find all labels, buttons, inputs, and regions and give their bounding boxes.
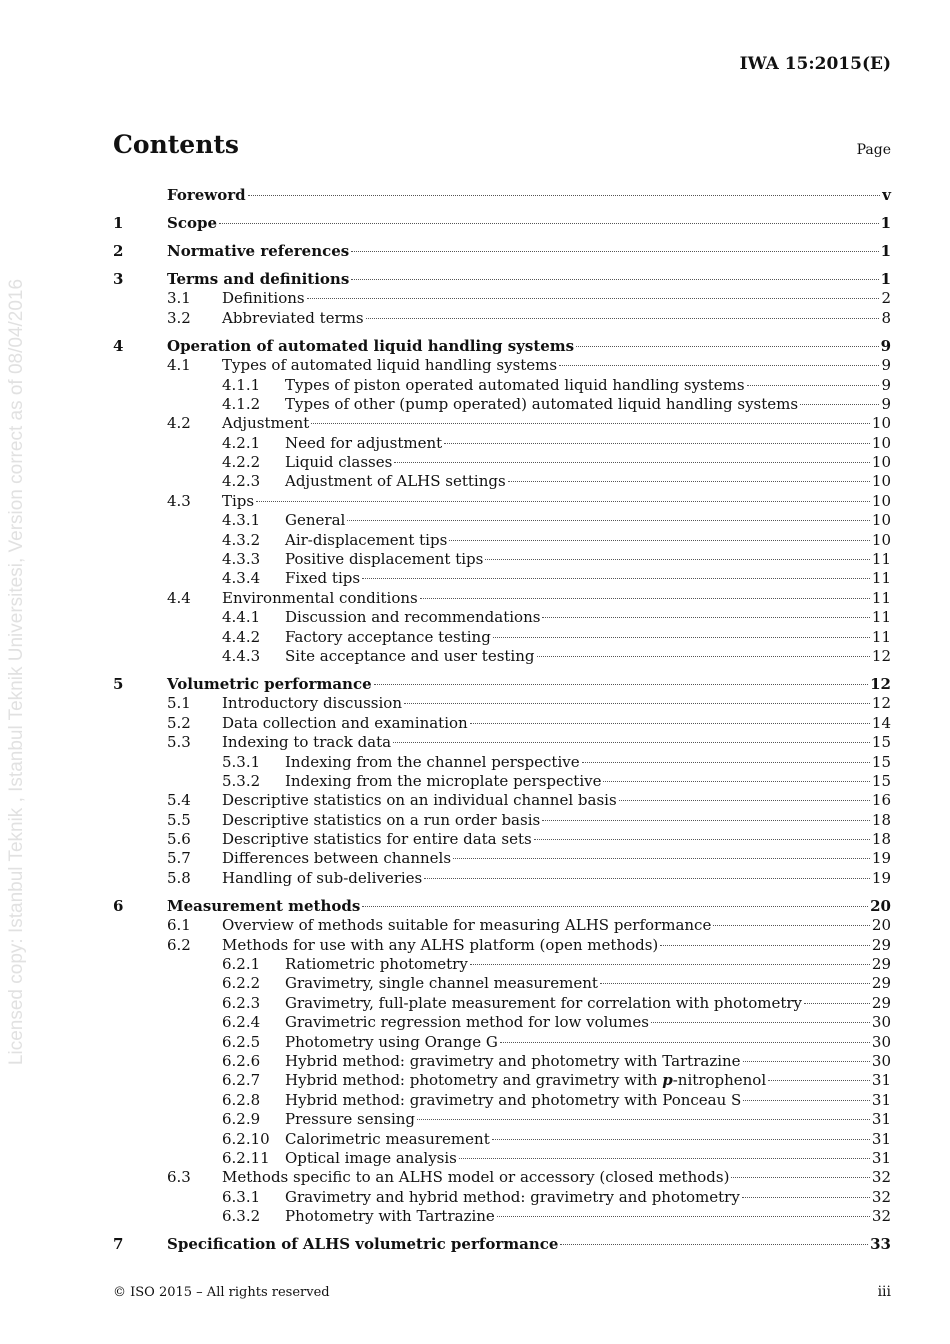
toc-entry-page: 30: [871, 1051, 891, 1070]
toc-entry[interactable]: [113, 830, 891, 849]
toc-entry-page: 14: [871, 713, 891, 732]
toc-entry[interactable]: [113, 897, 891, 916]
toc-entry-number: 6.2.9: [222, 1110, 261, 1129]
toc-entry-page: 1: [880, 269, 891, 288]
toc-entry-page: 33: [870, 1235, 891, 1254]
toc-entry[interactable]: [113, 289, 891, 308]
toc-entry[interactable]: [113, 376, 891, 395]
page-column-label: Page: [856, 142, 891, 158]
toc-entry-number: 4.4.2: [222, 627, 261, 646]
toc-entry[interactable]: [113, 994, 891, 1013]
toc-entry-page: 18: [871, 810, 891, 829]
toc-entry-title: Methods specific to an ALHS model or accessory (closed methods): [222, 1168, 730, 1187]
toc-entry[interactable]: [113, 675, 891, 694]
toc-entry[interactable]: [113, 916, 891, 935]
toc-entry[interactable]: [113, 472, 891, 491]
toc-entry-number: 6.2: [167, 935, 191, 954]
toc-entry[interactable]: [113, 270, 891, 289]
toc-entry[interactable]: [113, 1207, 891, 1226]
toc-dot-leader: [470, 964, 870, 965]
toc-entry-page: 12: [870, 674, 891, 693]
toc-entry-number: 6.3: [167, 1168, 191, 1187]
toc-entry-title: Hybrid method: gravimetry and photometry with Tartrazine: [285, 1051, 741, 1070]
toc-entry-page: 11: [871, 550, 891, 569]
toc-entry[interactable]: [113, 569, 891, 588]
toc-entry-number: 6.3.1: [222, 1187, 261, 1206]
toc-dot-leader: [537, 656, 870, 657]
toc-entry-title: Ratiometric photometry: [285, 955, 468, 974]
document-id: IWA 15:2015(E): [739, 54, 891, 74]
toc-entry-title: Site acceptance and user testing: [285, 646, 535, 665]
toc-entry[interactable]: [113, 242, 891, 261]
toc-entry[interactable]: [113, 791, 891, 810]
toc-entry-number: 6.2.1: [222, 955, 261, 974]
toc-dot-leader: [731, 1177, 869, 1178]
toc-dot-leader: [444, 443, 870, 444]
toc-entry-number: 6.2.11: [222, 1148, 270, 1167]
toc-entry-title: General: [285, 511, 346, 530]
toc-entry-number: 4.2.1: [222, 433, 261, 452]
toc-dot-leader: [311, 423, 870, 424]
toc-dot-leader: [492, 1139, 870, 1140]
toc-entry[interactable]: [113, 1071, 891, 1090]
toc-entry-number: 6.2.8: [222, 1090, 261, 1109]
toc-dot-leader: [743, 1061, 870, 1062]
toc-entry[interactable]: [113, 608, 891, 627]
toc-entry-page: 11: [871, 569, 891, 588]
toc-dot-leader: [256, 501, 870, 502]
toc-entry-number: 4.2.2: [222, 453, 261, 472]
toc-dot-leader: [497, 1216, 870, 1217]
toc-entry[interactable]: [113, 1235, 891, 1254]
toc-entry-number: 3.1: [167, 289, 191, 308]
toc-dot-leader: [420, 598, 870, 599]
toc-entry-number: 6.3.2: [222, 1207, 261, 1226]
toc-dot-leader: [542, 820, 870, 821]
toc-entry-title: Terms and definitions: [167, 269, 350, 288]
toc-entry-title: Gravimetry and hybrid method: gravimetry and photometry: [285, 1187, 740, 1206]
toc-entry-number: 5.3.1: [222, 752, 261, 771]
toc-entry[interactable]: [113, 550, 891, 569]
toc-dot-leader: [366, 318, 880, 319]
toc-entry-number: 6.1: [167, 916, 191, 935]
toc-entry-number: 4.1.1: [222, 375, 261, 394]
toc-entry-page: 10: [871, 530, 891, 549]
toc-entry[interactable]: [113, 694, 891, 713]
toc-entry[interactable]: [113, 453, 891, 472]
toc-entry[interactable]: [113, 869, 891, 888]
toc-entry-page: 30: [871, 1013, 891, 1032]
toc-entry-page: 31: [871, 1148, 891, 1167]
toc-dot-leader: [768, 1080, 870, 1081]
toc-entry[interactable]: [113, 395, 891, 414]
toc-entry[interactable]: [113, 531, 891, 550]
toc-entry-number: 4.4.1: [222, 608, 261, 627]
toc-entry-page: 31: [871, 1110, 891, 1129]
toc-dot-leader: [485, 559, 870, 560]
toc-entry[interactable]: [113, 214, 891, 233]
toc-entry[interactable]: [113, 1110, 891, 1129]
toc-entry-number: 6: [113, 896, 124, 915]
toc-entry[interactable]: [113, 492, 891, 511]
toc-entry-title: Adjustment: [222, 414, 310, 433]
toc-entry-number: 3: [113, 269, 124, 288]
toc-entry[interactable]: [113, 647, 891, 666]
toc-dot-leader: [743, 1100, 870, 1101]
toc-dot-leader: [307, 298, 880, 299]
toc-entry-number: 4.3.3: [222, 550, 261, 569]
toc-entry-number: 6.2.5: [222, 1032, 261, 1051]
toc-entry-title: Descriptive statistics on a run order basis: [222, 810, 541, 829]
toc-dot-leader: [542, 617, 869, 618]
toc-entry-title: Photometry with Tartrazine: [285, 1207, 495, 1226]
toc-entry-title: Normative references: [167, 241, 350, 260]
toc-entry-page: 20: [871, 916, 891, 935]
toc-entry-title: Specification of ALHS volumetric performance: [167, 1235, 559, 1254]
toc-entry-title: Abbreviated terms: [222, 308, 364, 327]
toc-entry-title: Fixed tips: [285, 569, 361, 588]
toc-entry[interactable]: [113, 1149, 891, 1168]
toc-entry[interactable]: [113, 974, 891, 993]
toc-entry-number: 5: [113, 674, 124, 693]
toc-entry-number: 4.3.1: [222, 511, 261, 530]
toc-entry-title: Positive displacement tips: [285, 550, 484, 569]
toc-dot-leader: [582, 762, 870, 763]
toc-entry-title: Descriptive statistics on an individual channel basis: [222, 791, 617, 810]
toc-dot-leader: [508, 481, 870, 482]
toc-dot-leader: [713, 925, 870, 926]
toc-entry-page: 32: [871, 1168, 891, 1187]
toc-entry[interactable]: [113, 1188, 891, 1207]
toc-dot-leader: [219, 223, 879, 224]
toc-entry-title: Handling of sub-deliveries: [222, 868, 423, 887]
toc-dot-leader: [347, 520, 870, 521]
toc-entry-title: Pressure sensing: [285, 1110, 416, 1129]
toc-dot-leader: [449, 540, 870, 541]
toc-entry-page: v: [882, 186, 891, 204]
toc-entry-title: Gravimetry, single channel measurement: [285, 974, 598, 993]
toc-dot-leader: [393, 742, 870, 743]
toc-entry-title: Liquid classes: [285, 453, 393, 472]
toc-dot-leader: [660, 945, 870, 946]
toc-entry-page: 10: [871, 491, 891, 510]
toc-entry-page: 16: [871, 791, 891, 810]
toc-entry-number: 5.2: [167, 713, 191, 732]
toc-dot-leader: [248, 195, 881, 196]
footer-copyright: © ISO 2015 – All rights reserved: [113, 1285, 330, 1300]
toc-entry-number: 6.2.10: [222, 1129, 270, 1148]
toc-entry-page: 12: [871, 694, 891, 713]
toc-entry-number: 1: [113, 213, 124, 232]
toc-entry-title: Factory acceptance testing: [285, 627, 491, 646]
toc-entry[interactable]: [113, 589, 891, 608]
toc-entry-page: 11: [871, 588, 891, 607]
toc-entry-page: 29: [871, 974, 891, 993]
toc-dot-leader: [424, 878, 870, 879]
toc-dot-leader: [600, 983, 870, 984]
toc-entry-number: 5.5: [167, 810, 191, 829]
toc-entry-page: 18: [871, 830, 891, 849]
toc-entry-title: Adjustment of ALHS settings: [285, 472, 506, 491]
toc-entry-title: Air-displacement tips: [285, 530, 448, 549]
toc-entry-number: 6.2.7: [222, 1071, 261, 1090]
toc-dot-leader: [470, 723, 870, 724]
toc-entry[interactable]: [113, 628, 891, 647]
toc-entry-page: 9: [881, 356, 891, 375]
toc-entry-page: 1: [880, 241, 891, 260]
toc-entry-title: Operation of automated liquid handling systems: [167, 336, 575, 355]
toc-dot-leader: [804, 1003, 870, 1004]
toc-entry[interactable]: [113, 1091, 891, 1110]
toc-entry-page: 9: [881, 375, 891, 394]
toc-entry-title: Optical image analysis: [285, 1148, 457, 1167]
toc-entry[interactable]: [113, 309, 891, 328]
toc-entry[interactable]: [113, 1168, 891, 1187]
toc-dot-leader: [351, 279, 878, 280]
license-watermark: Licensed copy: Istanbul Teknik , Istanbul Teknik Universitesi, Version correct as of 08/04/2016: [6, 278, 27, 1066]
toc-entry-number: 5.7: [167, 849, 191, 868]
toc-entry-title: Descriptive statistics for entire data sets: [222, 830, 532, 849]
toc-entry[interactable]: [113, 733, 891, 752]
toc-dot-leader: [374, 684, 868, 685]
toc-dot-leader: [362, 906, 868, 907]
toc-dot-leader: [500, 1042, 870, 1043]
toc-entry-page: 9: [881, 394, 891, 413]
table-of-contents: [113, 186, 891, 1254]
toc-entry-title: Types of automated liquid handling systems: [222, 356, 558, 375]
toc-entry-page: 15: [871, 752, 891, 771]
toc-entry-page: 9: [880, 336, 891, 355]
toc-entry-title: Indexing from the channel perspective: [285, 752, 580, 771]
toc-entry-title: Hybrid method: gravimetry and photometry with Ponceau S: [285, 1090, 742, 1109]
toc-entry[interactable]: [113, 955, 891, 974]
toc-entry-number: 4.2.3: [222, 472, 261, 491]
toc-entry-page: 29: [871, 993, 891, 1012]
toc-entry-page: 11: [871, 608, 891, 627]
toc-entry-page: 11: [871, 627, 891, 646]
toc-entry-page: 1: [880, 213, 891, 232]
toc-entry-page: 8: [881, 308, 891, 327]
toc-entry-number: 4.3.4: [222, 569, 261, 588]
toc-entry-number: 6.2.2: [222, 974, 261, 993]
toc-entry-number: 7: [113, 1235, 124, 1254]
toc-dot-leader: [493, 637, 870, 638]
toc-dot-leader: [576, 346, 878, 347]
toc-entry-page: 20: [870, 896, 891, 915]
toc-dot-leader: [560, 1244, 868, 1245]
toc-entry-page: 31: [871, 1129, 891, 1148]
toc-entry[interactable]: [113, 1013, 891, 1032]
toc-entry[interactable]: [113, 811, 891, 830]
toc-entry-page: 29: [871, 935, 891, 954]
toc-entry-number: 3.2: [167, 308, 191, 327]
toc-entry-title: Differences between channels: [222, 849, 452, 868]
toc-entry[interactable]: [113, 186, 891, 205]
toc-entry-title: Discussion and recommendations: [285, 608, 541, 627]
toc-entry-page: 30: [871, 1032, 891, 1051]
toc-entry-title: Volumetric performance: [167, 674, 372, 693]
toc-entry-title: Measurement methods: [167, 896, 361, 915]
toc-entry-title: Introductory discussion: [222, 694, 402, 713]
toc-entry-title: Environmental conditions: [222, 588, 418, 607]
toc-dot-leader: [394, 462, 870, 463]
toc-entry-number: 5.6: [167, 830, 191, 849]
toc-entry-page: 10: [871, 511, 891, 530]
toc-entry-title: Foreword: [167, 186, 246, 204]
toc-entry-number: 6.2.4: [222, 1013, 261, 1032]
toc-entry-title: Calorimetric measurement: [285, 1129, 490, 1148]
toc-entry-title: Tips: [222, 491, 255, 510]
footer-page-number: iii: [877, 1284, 891, 1300]
toc-dot-leader: [459, 1158, 870, 1159]
toc-entry-number: 6.2.6: [222, 1051, 261, 1070]
toc-entry-number: 4.1: [167, 356, 191, 375]
toc-entry-number: 5.3.2: [222, 771, 261, 790]
toc-entry-number: 5.3: [167, 733, 191, 752]
toc-entry[interactable]: [113, 434, 891, 453]
toc-entry-page: 10: [871, 433, 891, 452]
toc-entry-page: 19: [871, 849, 891, 868]
toc-entry-page: 12: [871, 646, 891, 665]
toc-entry-number: 4.4.3: [222, 646, 261, 665]
toc-entry-page: 29: [871, 955, 891, 974]
toc-entry-title: Need for adjustment: [285, 433, 443, 452]
toc-entry-title: Gravimetry, full-plate measurement for correlation with photometry: [285, 993, 802, 1012]
toc-entry-number: 4.2: [167, 414, 191, 433]
toc-entry[interactable]: [113, 1033, 891, 1052]
toc-entry-page: 10: [871, 472, 891, 491]
toc-entry-number: 5.8: [167, 868, 191, 887]
toc-entry-page: 32: [871, 1187, 891, 1206]
toc-entry-title: Hybrid method: photometry and gravimetry with p-nitrophenol: [285, 1071, 767, 1090]
toc-entry-number: 5.4: [167, 791, 191, 810]
toc-entry-title: Types of other (pump operated) automated liquid handling systems: [285, 394, 799, 413]
toc-entry-number: 4.3.2: [222, 530, 261, 549]
toc-entry[interactable]: [113, 849, 891, 868]
toc-dot-leader: [351, 251, 878, 252]
toc-dot-leader: [747, 385, 880, 386]
toc-entry-page: 10: [871, 453, 891, 472]
toc-entry-number: 6.2.3: [222, 993, 261, 1012]
toc-entry-title: Methods for use with any ALHS platform (open methods): [222, 935, 659, 954]
toc-entry-title: Data collection and examination: [222, 713, 468, 732]
toc-entry-number: 5.1: [167, 694, 191, 713]
toc-dot-leader: [742, 1197, 870, 1198]
toc-entry-number: 4.4: [167, 588, 191, 607]
toc-entry-number: 4.1.2: [222, 394, 261, 413]
toc-entry[interactable]: [113, 714, 891, 733]
toc-dot-leader: [453, 858, 870, 859]
toc-entry-title: Gravimetric regression method for low volumes: [285, 1013, 649, 1032]
page-title: Contents: [113, 130, 240, 159]
toc-entry-title: Scope: [167, 213, 218, 232]
toc-entry[interactable]: [113, 772, 891, 791]
toc-entry-number: 2: [113, 241, 124, 260]
toc-entry-page: 31: [871, 1071, 891, 1090]
toc-entry-title: Indexing from the microplate perspective: [285, 771, 602, 790]
toc-entry[interactable]: [113, 414, 891, 433]
toc-dot-leader: [534, 839, 870, 840]
toc-dot-leader: [651, 1022, 870, 1023]
toc-entry-page: 15: [871, 771, 891, 790]
toc-entry[interactable]: [113, 1130, 891, 1149]
toc-dot-leader: [800, 404, 879, 405]
toc-entry-title: Definitions: [222, 289, 305, 308]
toc-entry[interactable]: [113, 753, 891, 772]
toc-entry[interactable]: [113, 511, 891, 530]
toc-dot-leader: [603, 781, 869, 782]
toc-entry-number: 4.3: [167, 491, 191, 510]
toc-dot-leader: [559, 365, 879, 366]
toc-entry-title: Overview of methods suitable for measuring ALHS performance: [222, 916, 712, 935]
toc-entry-number: 4: [113, 336, 124, 355]
toc-entry-page: 10: [871, 414, 891, 433]
toc-entry[interactable]: [113, 1052, 891, 1071]
toc-entry-title: Types of piston operated automated liquid handling systems: [285, 375, 745, 394]
toc-entry[interactable]: [113, 936, 891, 955]
toc-entry-page: 31: [871, 1090, 891, 1109]
toc-entry[interactable]: [113, 356, 891, 375]
toc-entry-page: 32: [871, 1207, 891, 1226]
toc-entry[interactable]: [113, 337, 891, 356]
toc-entry-page: 19: [871, 868, 891, 887]
toc-entry-title: Photometry using Orange G: [285, 1032, 498, 1051]
toc-entry-page: 2: [881, 289, 891, 308]
toc-dot-leader: [619, 800, 870, 801]
toc-dot-leader: [417, 1119, 870, 1120]
toc-entry-title: Indexing to track data: [222, 733, 392, 752]
toc-dot-leader: [362, 578, 870, 579]
toc-entry-page: 15: [871, 733, 891, 752]
toc-dot-leader: [404, 703, 870, 704]
